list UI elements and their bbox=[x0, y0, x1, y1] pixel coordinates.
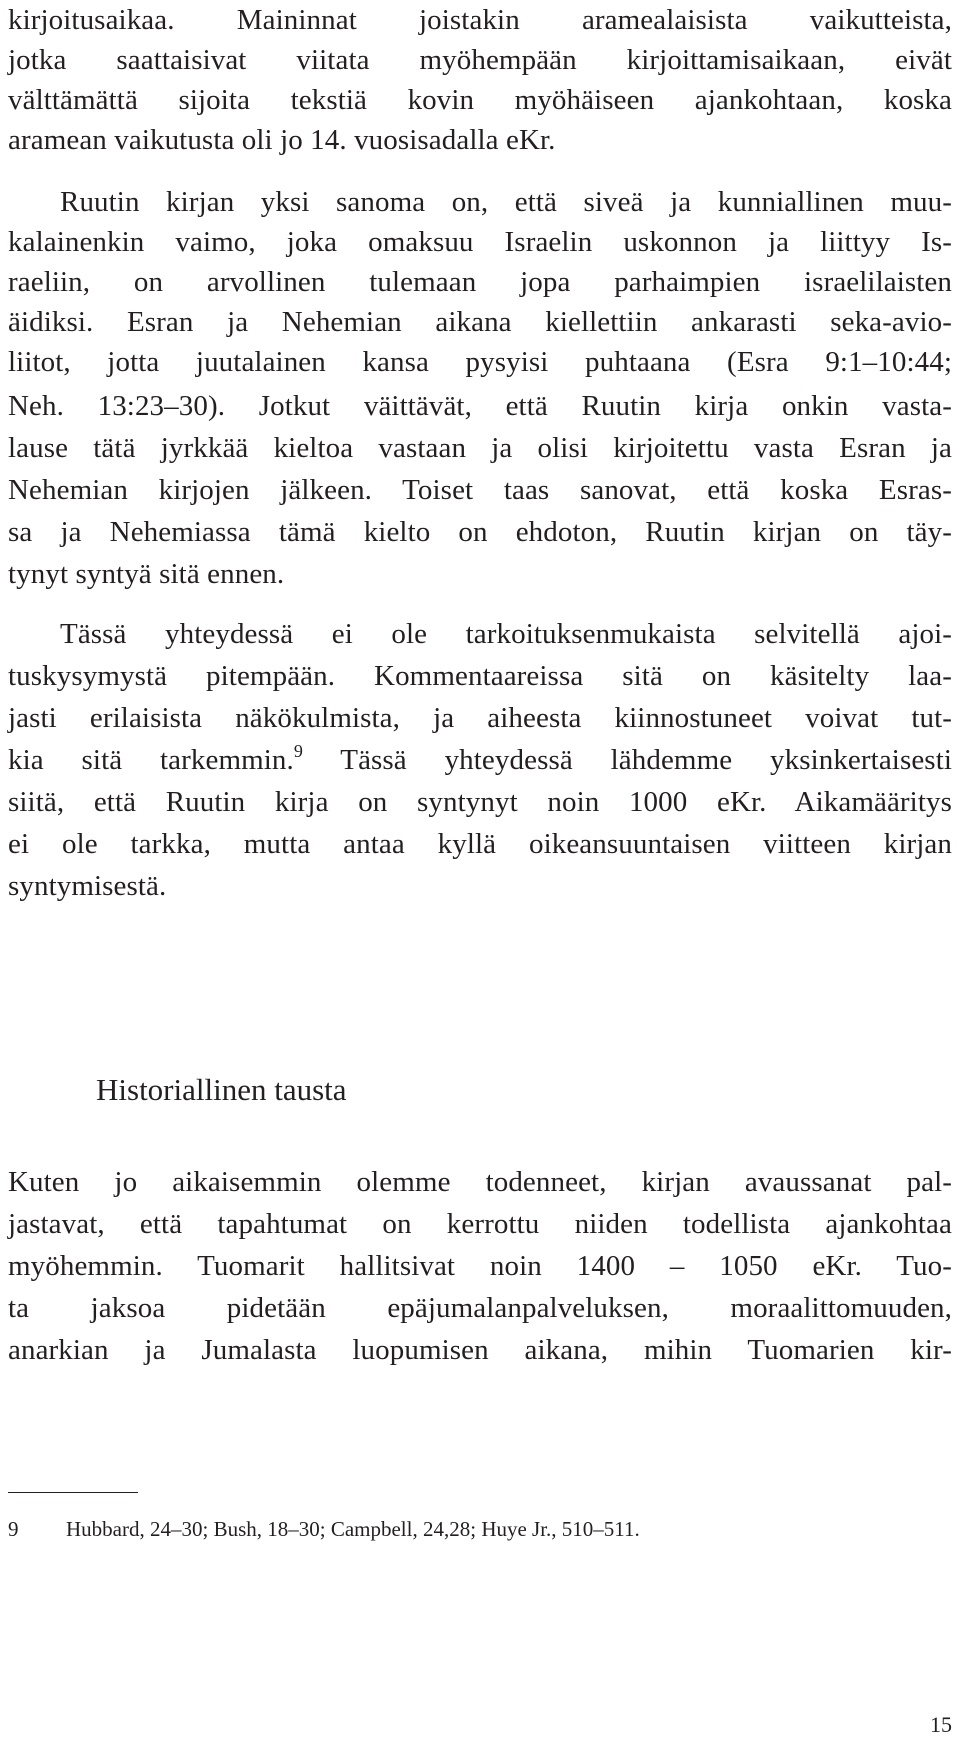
text-line: Tässä yhteydessä ei ole tarkoituksenmukaista selvitellä ajoi- bbox=[60, 618, 952, 650]
text-fragment: Tässä yhteydessä lähdemme yksinkertaisesti bbox=[302, 744, 953, 776]
text-line: äidiksi. Esran ja Nehemian aikana kiellettiin ankarasti seka-avio- bbox=[8, 306, 952, 338]
text-fragment: kia sitä tarkemmin. bbox=[8, 744, 294, 776]
footnote-divider bbox=[8, 1492, 138, 1493]
text-line: raeliin, on arvollinen tulemaan jopa parhaimpien israelilaisten bbox=[8, 266, 952, 298]
text-line: ta jaksoa pidetään epäjumalanpalveluksen, moraalittomuuden, bbox=[8, 1292, 952, 1324]
footnote-text: Hubbard, 24–30; Bush, 18–30; Campbell, 24,28; Huye Jr., 510–511. bbox=[66, 1517, 640, 1541]
text-line: tynyt syntyä sitä ennen. bbox=[8, 558, 285, 590]
footnote-reference[interactable]: 9 bbox=[293, 741, 303, 761]
text-line-with-footnote-ref bbox=[8, 740, 952, 780]
text-line: ei ole tarkka, mutta antaa kyllä oikeansuuntaisen viitteen kirjan bbox=[8, 828, 952, 860]
footnote bbox=[8, 1514, 640, 1544]
text-line: siitä, että Ruutin kirja on syntynyt noin 1000 eKr. Aikamääritys bbox=[8, 786, 952, 818]
text-line: jotka saattaisivat viitata myöhempään kirjoittamisaikaan, eivät bbox=[8, 44, 952, 76]
text-line: aramean vaikutusta oli jo 14. vuosisadalla eKr. bbox=[8, 124, 556, 156]
text-line: syntymisestä. bbox=[8, 870, 167, 902]
text-line: jasti erilaisista näkökulmista, ja aiheesta kiinnostuneet voivat tut- bbox=[8, 702, 952, 734]
text-line: jastavat, että tapahtumat on kerrottu niiden todellista ajankohtaa bbox=[8, 1208, 952, 1240]
footnote-number: 9 bbox=[8, 1517, 19, 1541]
text-line: kalainenkin vaimo, joka omaksuu Israelin uskonnon ja liittyy Is- bbox=[8, 226, 952, 258]
text-line: tuskysymystä pitempään. Kommentaareissa sitä on käsitelty laa- bbox=[8, 660, 952, 692]
text-line: lause tätä jyrkkää kieltoa vastaan ja olisi kirjoitettu vasta Esran ja bbox=[8, 432, 952, 464]
text-line: Kuten jo aikaisemmin olemme todenneet, kirjan avaussanat pal- bbox=[8, 1166, 952, 1198]
text-line: anarkian ja Jumalasta luopumisen aikana, mihin Tuomarien kir- bbox=[8, 1334, 952, 1366]
page-number: 15 bbox=[930, 1712, 952, 1737]
text-line: sa ja Nehemiassa tämä kielto on ehdoton, Ruutin kirjan on täy- bbox=[8, 516, 952, 548]
text-line: kirjoitusaikaa. Maininnat joistakin aramealaisista vaikutteista, bbox=[8, 4, 952, 36]
text-line: Ruutin kirjan yksi sanoma on, että siveä ja kunniallinen muu- bbox=[60, 186, 952, 218]
text-line: Neh. 13:23–30). Jotkut väittävät, että Ruutin kirja onkin vasta- bbox=[8, 390, 952, 422]
text-line: liitot, jotta juutalainen kansa pysyisi puhtaana (Esra 9:1–10:44; bbox=[8, 346, 952, 378]
text-line: myöhemmin. Tuomarit hallitsivat noin 1400 – 1050 eKr. Tuo- bbox=[8, 1250, 952, 1282]
text-line: välttämättä sijoita tekstiä kovin myöhäiseen ajankohtaan, koska bbox=[8, 84, 952, 116]
text-line: Nehemian kirjojen jälkeen. Toiset taas sanovat, että koska Esras- bbox=[8, 474, 952, 506]
section-heading: Historiallinen tausta bbox=[96, 1072, 347, 1107]
